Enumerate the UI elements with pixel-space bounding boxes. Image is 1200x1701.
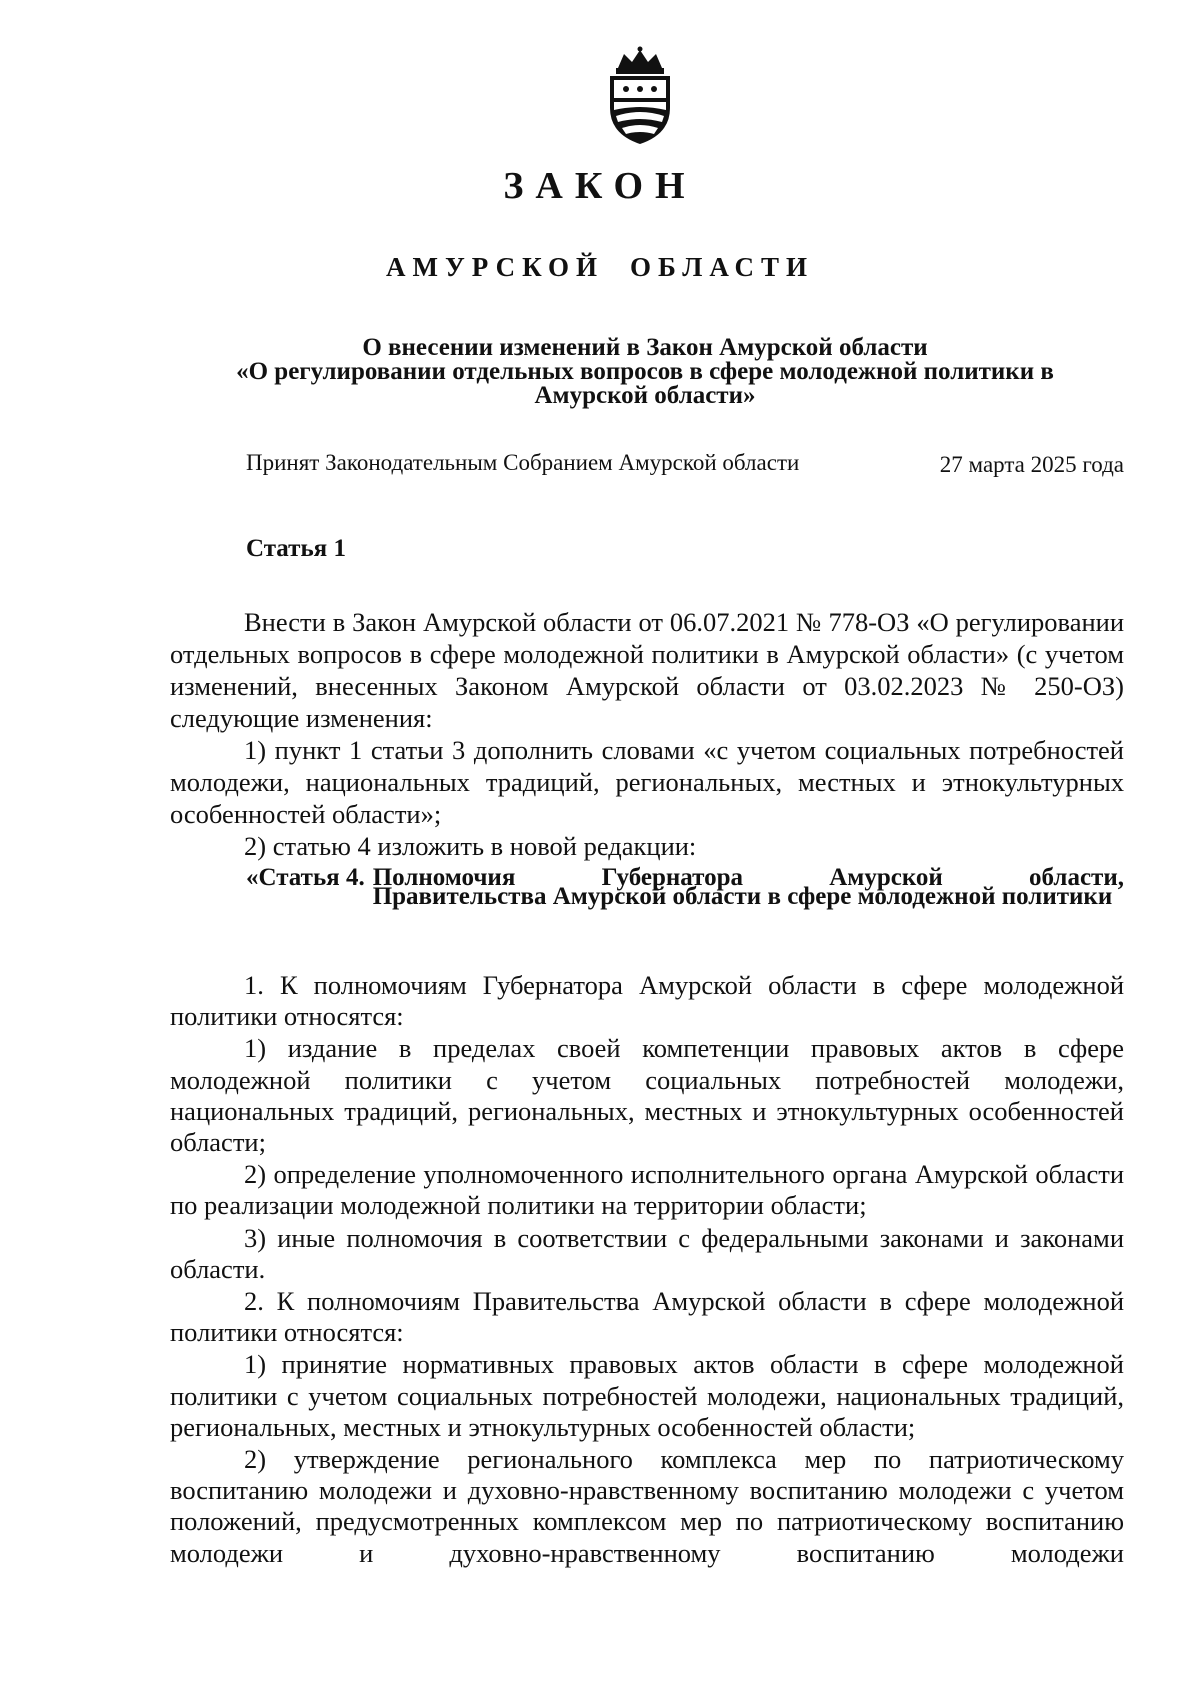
- paragraph-2: 2. К полномочиям Правительства Амурской области в сфере молодежной политики относятся:: [170, 1286, 1124, 1348]
- document-subtitle: [0, 252, 1200, 283]
- paragraph-2-item-1: 1) принятие нормативных правовых актов области в сфере молодежной политики с учетом социальных потребностей молодежи, национальных традиций, региональных, местных и этнокультурных особенностей области;: [170, 1349, 1124, 1442]
- paragraph-2-item-2: 2) утверждение регионального комплекса мер по патриотическому воспитанию молодежи и духовно-нравственному воспитанию молодежи с учетом положений, предусмотренных комплексом мер по патриотическому воспитанию молодежи и духовно-нравственному воспитанию молодежи: [170, 1444, 1124, 1568]
- region-word-1: АМУРСКОЙ: [386, 252, 605, 282]
- paragraph-1: 1. К полномочиям Губернатора Амурской области в сфере молодежной политики относятся:: [170, 970, 1124, 1032]
- paragraph-1-item-3: 3) иные полномочия в соответствии с федеральными законами и законами области.: [170, 1222, 1124, 1284]
- law-name-line-1: О внесении изменений в Закон Амурской области: [362, 334, 928, 361]
- document-title: ЗАКОН: [503, 165, 697, 207]
- adopted-by: Принят Законодательным Собранием Амурской области: [246, 450, 800, 475]
- paragraph-1-item-1: 1) издание в пределах своей компетенции правовых актов в сфере молодежной политики с учетом социальных потребностей молодежи, национальных традиций, региональных, местных и этнокультурных особенностей области;: [170, 1033, 1124, 1158]
- article-1-item-2: 2) статью 4 изложить в новой редакции:: [244, 831, 697, 861]
- article-4-heading: [246, 864, 1124, 910]
- article-4-title-rest: Правительства Амурской области в сфере молодежной политики: [372, 883, 1113, 910]
- article-1-body: [170, 606, 1124, 862]
- law-name-line-3: Амурской области»: [534, 382, 756, 409]
- region-word-2: ОБЛАСТИ: [630, 252, 814, 282]
- article-1-heading: Статья 1: [246, 535, 346, 562]
- law-name: [170, 336, 1120, 408]
- adoption-date: 27 марта 2025 года: [939, 452, 1124, 477]
- article-1-intro: Внести в Закон Амурской области от 06.07.2021 № 778-ОЗ «О регулировании отдельных вопросов в сфере молодежной политики в Амурской области» (с учетом изменений, внесенных Законом Амурской области от 03.02.2023 № 250-ОЗ) следующие изменения:: [170, 607, 1124, 733]
- law-name-line-2: «О регулировании отдельных вопросов в сфере молодежной политики в: [236, 358, 1054, 385]
- article-4-body: [170, 970, 1124, 1570]
- coat-of-arms-emblem: [596, 46, 684, 146]
- article-4-title: [372, 864, 1124, 910]
- article-1-item-1: 1) пункт 1 статьи 3 дополнить словами «с учетом социальных потребностей молодежи, национальных традиций, региональных, местных и этнокультурных особенностей области»;: [170, 735, 1124, 829]
- coat-of-arms-icon: [596, 46, 684, 146]
- article-4-title-line-1: Полномочия Губернатора Амурской области,: [372, 864, 1124, 891]
- article-4-number: «Статья 4.: [246, 864, 365, 891]
- paragraph-1-item-2: 2) определение уполномоченного исполнительного органа Амурской области по реализации молодежной политики на территории области;: [170, 1159, 1124, 1221]
